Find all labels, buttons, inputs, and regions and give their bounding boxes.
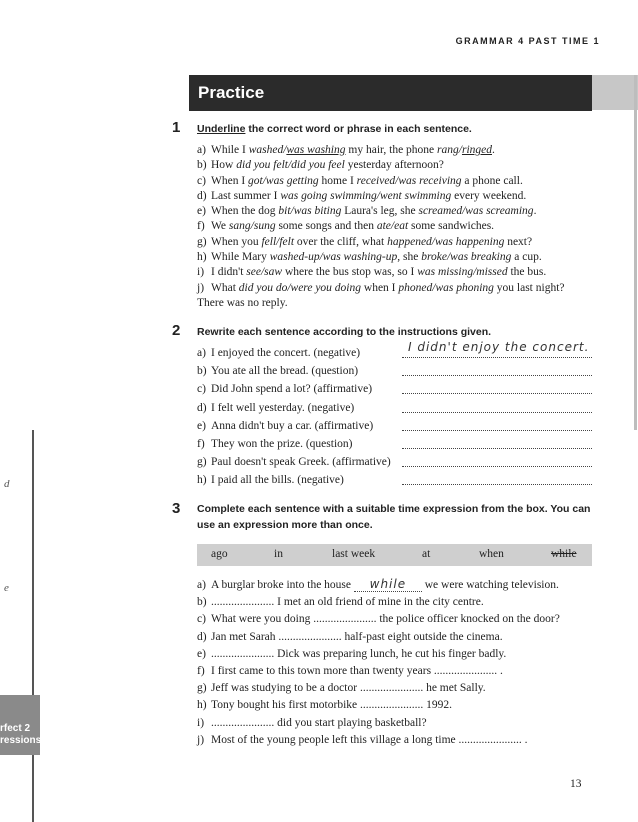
ex3-item: [197, 697, 560, 714]
sentence-text: a phone call.: [461, 174, 523, 187]
answer-line: [402, 418, 592, 431]
ex1-item: [197, 265, 565, 280]
item-letter: c): [197, 613, 206, 626]
sentence-text: I enjoyed the concert. (negative): [211, 347, 361, 359]
sentence-text: We: [211, 220, 229, 233]
sentence-text: , she: [397, 251, 422, 264]
ex1-item: [197, 204, 565, 219]
sentence-text: Jeff was studying to be a doctor ...................... he met Sally.: [211, 682, 486, 695]
sentence-text: Laura's leg, she: [341, 205, 419, 218]
option-text: was going swimming/went swimming: [280, 189, 452, 202]
option-text: was missing/missed: [417, 266, 508, 279]
ex1-item: [197, 143, 565, 158]
right-edge-bar: [634, 75, 637, 430]
sentence-text: .: [492, 144, 495, 156]
sentence-text: next?: [504, 235, 533, 248]
sidebar-tab-line2: ressions: [0, 735, 42, 746]
option-text: happened/was happening: [387, 235, 505, 248]
sentence-text: ...................... Dick was preparing lunch, he cut his finger badly.: [211, 647, 507, 660]
item-letter: b): [197, 159, 207, 172]
exercise-3-number: 3: [172, 500, 181, 517]
sentence-text: When I: [211, 174, 249, 187]
answer-line: [402, 400, 592, 413]
item-letter: g): [197, 235, 207, 248]
box-word-in: in: [274, 548, 283, 560]
sentence-text: the bus.: [507, 266, 547, 279]
sentence-text: yesterday afternoon?: [344, 159, 444, 172]
item-letter: a): [197, 347, 206, 359]
exercise-3-instruction-line1: Complete each sentence with a suitable time expression from the box. You can: [197, 503, 591, 515]
item-letter: c): [197, 383, 206, 396]
option-text: bit/was biting: [278, 205, 342, 218]
option-text: washed-up/was washing-up: [269, 251, 398, 264]
exercise-2-number: 2: [172, 322, 181, 339]
handwritten-answer: while: [369, 577, 407, 591]
item-letter: j): [197, 281, 205, 294]
answer-line: [402, 472, 592, 485]
item-letter: e): [197, 419, 206, 432]
sentence-text: They won the prize. (question): [211, 438, 353, 450]
sentence-text: While I: [211, 144, 249, 156]
item-letter: c): [197, 174, 206, 187]
sentence-text: I didn't: [211, 266, 247, 279]
answer-blank: [354, 578, 422, 592]
sentence-text: What: [211, 281, 239, 294]
sentence-text: some songs and then: [275, 220, 377, 233]
ex3-item: [197, 629, 560, 646]
sentence-text: over the cliff, what: [294, 235, 388, 248]
answer-line: [402, 436, 592, 449]
sidebar-letter-e: e: [4, 582, 9, 594]
ex2-item: [197, 436, 597, 453]
ex1-item: [197, 174, 565, 189]
item-letter: d): [197, 630, 207, 643]
practice-banner: [189, 75, 592, 111]
sentence-text: home I: [318, 174, 357, 187]
sentence-text: What were you doing ...................... the police officer knocked on the door?: [211, 613, 560, 626]
sentence-text: Tony bought his first motorbike ...................... 1992.: [211, 699, 453, 712]
sentence-text: my hair, the phone: [345, 144, 438, 156]
running-header: GRAMMAR 4 PAST TIME 1: [455, 36, 600, 46]
option-text: washed/: [248, 144, 287, 156]
answer-line: [402, 340, 592, 358]
handwritten-answer: I didn't enjoy the concert.: [408, 340, 590, 354]
instruction-rest: the correct word or phrase in each sentence.: [245, 123, 472, 135]
option-text: rang/: [437, 144, 462, 156]
option-text: broke/was breaking: [421, 251, 512, 264]
option-text: phoned/was phoning: [398, 281, 494, 294]
option-text: did you do/were you doing: [238, 281, 362, 294]
ex2-item: [197, 472, 597, 489]
sentence-text: How: [211, 159, 237, 172]
exercise-3-instruction-line2: use an expression more than once.: [197, 519, 373, 531]
sentence-text: I first came to this town more than twenty years ...................... .: [211, 665, 503, 678]
option-text: sang/sung: [228, 220, 276, 233]
box-word-while: while: [551, 548, 577, 560]
item-letter: g): [197, 456, 207, 469]
option-text: was washing: [286, 144, 346, 156]
sentence-text: a cup.: [511, 251, 542, 264]
ex2-item: [197, 340, 597, 362]
option-text: received/was receiving: [356, 174, 462, 187]
sentence-text: Did John spend a lot? (affirmative): [211, 383, 373, 396]
ex2-item: [197, 400, 597, 417]
item-letter: b): [197, 596, 207, 609]
item-letter: a): [197, 144, 206, 156]
item-letter: a): [197, 579, 206, 591]
answer-line: [402, 363, 592, 376]
item-letter: b): [197, 365, 207, 378]
item-letter: f): [197, 665, 205, 678]
ex2-item: [197, 454, 597, 471]
ex3-item: [197, 715, 560, 732]
option-text: fell/felt: [261, 235, 295, 248]
item-letter: h): [197, 474, 207, 487]
sentence-text: when I: [361, 281, 399, 294]
sentence-text: A burglar broke into the house: [211, 579, 354, 591]
item-letter: f): [197, 438, 205, 450]
sidebar-tab: [0, 695, 40, 755]
ex2-item: [197, 418, 597, 435]
sentence-text: every weekend.: [451, 189, 527, 202]
exercise-2-instruction: Rewrite each sentence according to the instructions given.: [197, 326, 492, 338]
box-word-when: when: [479, 548, 504, 560]
sentence-text: Jan met Sarah ...................... half-past eight outside the cinema.: [211, 630, 503, 643]
instruction-underline-word: Underline: [197, 123, 246, 135]
sentence-text: When the dog: [211, 205, 279, 218]
ex3-item: [197, 663, 560, 680]
ex2-item: [197, 363, 597, 380]
ex3-item: [197, 577, 560, 594]
ex3-item: [197, 680, 560, 697]
sentence-text: Paul doesn't speak Greek. (affirmative): [211, 456, 391, 469]
sentence-text: Most of the young people left this village a long time ...................... .: [211, 733, 528, 746]
item-letter: h): [197, 251, 207, 264]
item-letter: i): [197, 716, 205, 729]
practice-title: Practice: [198, 83, 265, 102]
sentence-text: Last summer I: [211, 189, 281, 202]
item-letter: e): [197, 205, 206, 218]
sentence-text: ...................... I met an old friend of mine in the city centre.: [211, 596, 484, 609]
option-text: ringed: [461, 144, 492, 156]
item-letter: d): [197, 401, 207, 414]
sentence-text: where the bus stop was, so I: [282, 266, 418, 279]
option-text: got/was getting: [248, 174, 319, 187]
item-letter: d): [197, 189, 207, 202]
ex1-item: [197, 250, 565, 265]
ex1-item: [197, 235, 565, 250]
right-edge-tab: [592, 75, 638, 110]
exercise-1-instruction: [197, 121, 472, 137]
item-letter: h): [197, 699, 207, 712]
sentence-text: I paid all the bills. (negative): [211, 474, 344, 487]
box-word-last-week: last week: [332, 548, 376, 560]
sentence-text: Anna didn't buy a car. (affirmative): [211, 419, 374, 432]
exercise-1-number: 1: [172, 119, 181, 136]
option-text: screamed/was screaming: [418, 205, 534, 218]
answer-line: [402, 454, 592, 467]
ex3-item: [197, 611, 560, 628]
word-box: [197, 544, 592, 566]
sidebar-tab-line1: rfect 2: [0, 723, 31, 734]
option-text: ate/eat: [376, 220, 409, 233]
exercise-3-list: [197, 577, 560, 749]
item-letter: i): [197, 266, 205, 279]
option-text: did you felt/did you feel: [236, 159, 345, 172]
answer-line: [402, 381, 592, 394]
ex3-item: [197, 732, 560, 749]
sentence-text: some sandwiches.: [408, 220, 495, 233]
option-text: see/saw: [246, 266, 283, 279]
ex1-item: [197, 158, 565, 173]
ex1-item: [197, 219, 565, 234]
sentence-text: ...................... did you start playing basketball?: [211, 716, 427, 729]
sentence-text: When you: [211, 235, 262, 248]
sidebar-letter-d: d: [4, 478, 10, 490]
sentence-text: You ate all the bread. (question): [211, 365, 359, 378]
sentence-text: While Mary: [211, 251, 270, 264]
sentence-text: I felt well yesterday. (negative): [211, 401, 355, 414]
item-letter: f): [197, 220, 205, 233]
page-number: 13: [570, 778, 582, 790]
sentence-text: you last night?: [493, 281, 565, 294]
ex1-item: [197, 281, 565, 296]
sentence-text: .: [533, 205, 537, 218]
ex2-item: [197, 381, 597, 398]
item-letter: j): [197, 733, 205, 746]
item-letter: e): [197, 647, 206, 660]
box-word-at: at: [422, 548, 431, 560]
item-letter: g): [197, 682, 207, 695]
ex3-item: [197, 594, 560, 611]
ex3-item: [197, 646, 560, 663]
ex1-item-continuation: There was no reply.: [197, 296, 288, 309]
exercise-1-list: [197, 143, 565, 311]
box-word-ago: ago: [211, 548, 228, 560]
ex1-item: [197, 189, 565, 204]
sentence-text: we were watching television.: [421, 579, 559, 591]
